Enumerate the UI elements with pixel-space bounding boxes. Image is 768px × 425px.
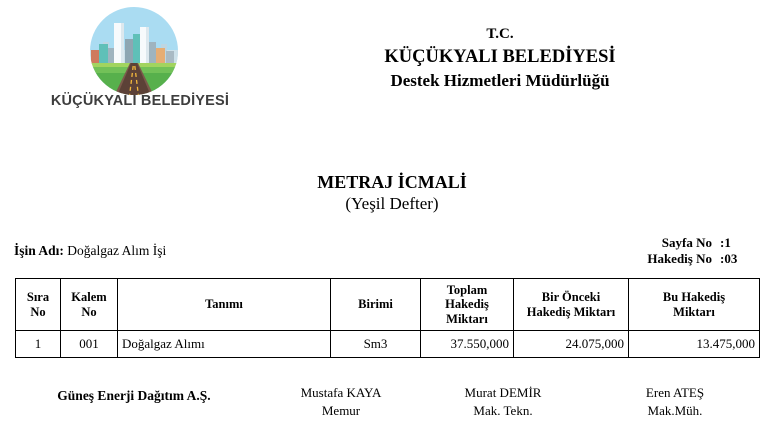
logo-caption: KÜÇÜKYALI BELEDİYESİ (50, 93, 230, 109)
letterhead-country: T.C. (486, 26, 514, 42)
document-title (142, 171, 642, 214)
signature-title: Mak.Müh. (647, 403, 703, 418)
cell-tanimi: Doğalgaz Alımı (118, 331, 331, 358)
page-no-row (588, 235, 760, 251)
signature-name: Eren ATEŞ (645, 385, 705, 400)
hakedis-no-value: :03 (720, 251, 738, 266)
hakedis-no-row (588, 251, 760, 267)
signature-company: Güneş Enerji Dağıtım A.Ş. (57, 388, 211, 403)
letterhead (280, 24, 720, 92)
col-header-onceki-hakedis (514, 279, 629, 331)
signature-block (442, 384, 564, 420)
signature-name: Murat DEMİR (464, 385, 542, 400)
header-line: Miktarı (446, 311, 488, 326)
table-row (16, 331, 760, 358)
cell-birimi: Sm3 (331, 331, 421, 358)
signature-title: Memur (321, 403, 361, 418)
job-name-label: İşin Adı: (14, 243, 64, 258)
cell-sira-no: 1 (16, 331, 61, 358)
document-title-sub: (Yeşil Defter) (345, 194, 439, 213)
letterhead-department: Destek Hizmetleri Müdürlüğü (390, 71, 610, 90)
col-header-bu-hakedis (629, 279, 760, 331)
job-name-value: Doğalgaz Alım İşi (67, 243, 167, 258)
header-line: Hakediş Miktarı (526, 304, 616, 319)
signature-block (280, 384, 402, 420)
col-header-tanimi (118, 279, 331, 331)
signature-title: Mak. Tekn. (473, 403, 533, 418)
header-line: Tanımı (205, 297, 243, 312)
cell-onceki-hakedis: 24.075,000 (514, 331, 629, 358)
page-no-label: Sayfa No (661, 235, 712, 250)
header-line: Miktarı (673, 304, 715, 319)
municipality-logo-icon (89, 6, 179, 96)
signature-block (614, 384, 736, 420)
hakedis-no-label: Hakediş No (647, 251, 712, 266)
header-line: Bu Hakediş (662, 290, 726, 304)
header-line: No (30, 304, 46, 319)
cell-toplam-hakedis: 37.550,000 (421, 331, 514, 358)
header-line: Birimi (358, 297, 393, 312)
col-header-sira-no (16, 279, 61, 331)
signature-name: Mustafa KAYA (300, 385, 382, 400)
col-header-kalem-no (61, 279, 118, 331)
job-name-line (14, 243, 166, 259)
header-line: No (81, 304, 97, 319)
col-header-birimi (331, 279, 421, 331)
header-line: Toplam (446, 282, 488, 297)
cell-bu-hakedis: 13.475,000 (629, 331, 760, 358)
header-line: Sıra (26, 290, 50, 304)
metraj-table (15, 278, 760, 358)
document-title-main: METRAJ İCMALİ (317, 172, 467, 192)
letterhead-municipality: KÜÇÜKYALI BELEDİYESİ (384, 47, 616, 67)
page-info-block (588, 235, 760, 267)
header-line: Kalem (71, 290, 107, 304)
header-line: Hakediş (445, 297, 489, 312)
cell-kalem-no: 001 (61, 331, 118, 358)
header-line: Bir Önceki (541, 290, 601, 304)
table-header-row (16, 279, 760, 331)
page-no-value: :1 (720, 235, 731, 250)
col-header-toplam-hakedis (421, 279, 514, 331)
